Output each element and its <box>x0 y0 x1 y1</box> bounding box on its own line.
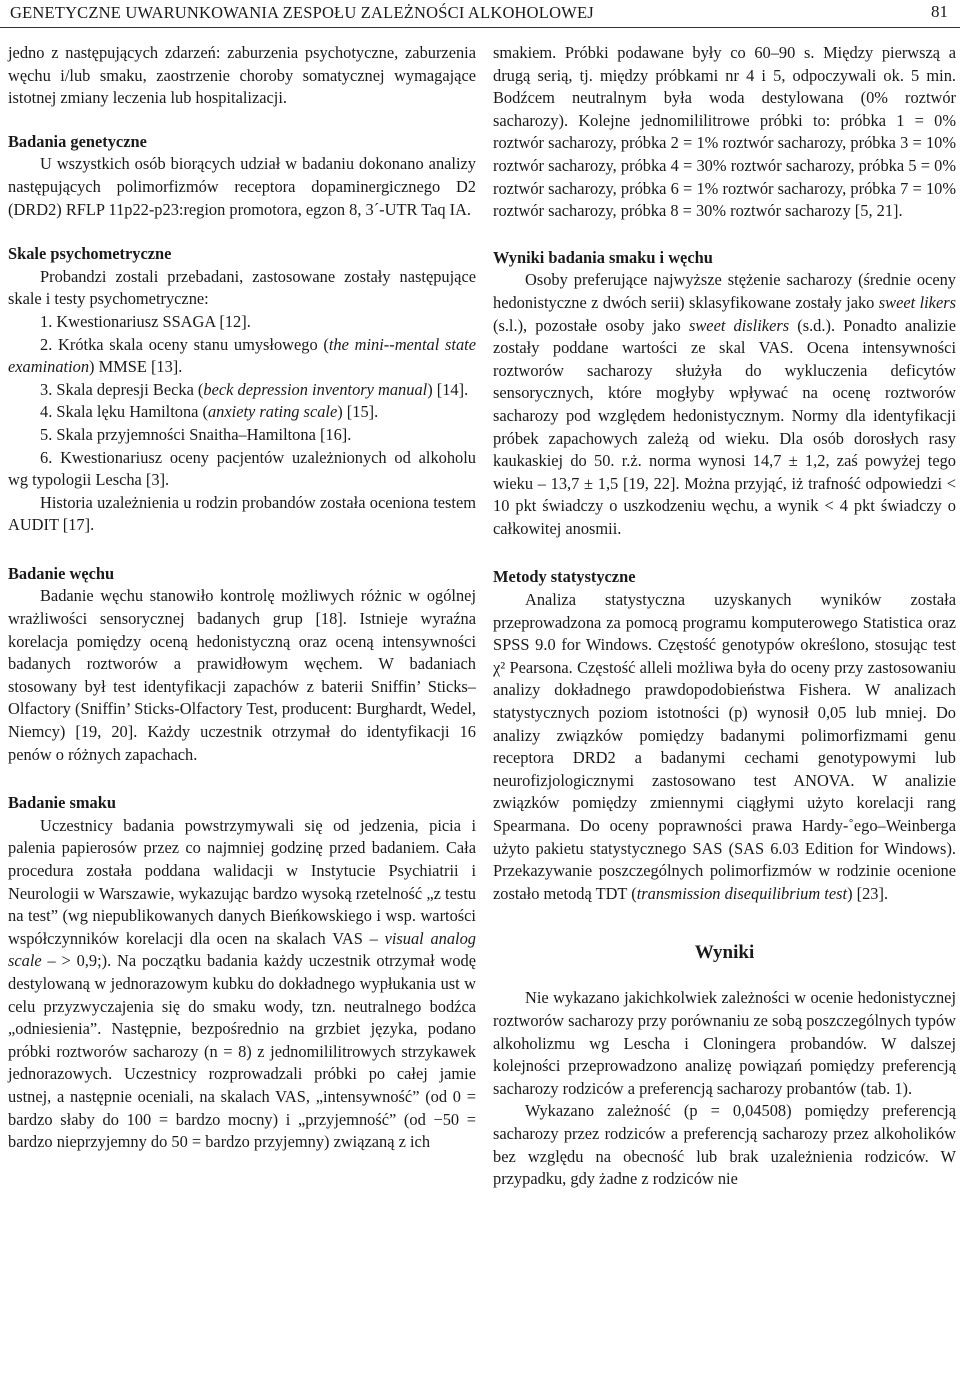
results-paragraph-1: Nie wykazano jakichkolwiek zależności w ocenie hedonistycznej roztworów sacharozy przy porównaniu ze sobą poszczególnych typów alkoholizmu wg Lescha i Cloningera probandów. W dalszej kolejności przeprowadzono analizę powiązań pomiędzy preferencją sacharozy rodziców a preferencją sacharozy probantów (tab. 1). <box>493 988 956 1098</box>
scale-item-6: 6. Kwestionariusz oceny pacjentów uzależnionych od alkoholu wg typologii Lescha [3]. <box>8 447 476 490</box>
right-column <box>493 42 956 1191</box>
heading-taste: Badanie smaku <box>8 793 116 813</box>
audit-paragraph: Historia uzależnienia u rodzin probandów została oceniona testem AUDIT [17]. <box>8 492 476 535</box>
genetic-paragraph: U wszystkich osób biorących udział w badaniu dokonano analizy następujących polimorfizmów receptora dopaminergicznego D2 (DRD2) RFLP 11p22-p23:region promotora, egzon 8, 3´-UTR Taq IA. <box>8 154 476 219</box>
results-paragraph-2: Wykazano zależność (p = 0,04508) pomiędzy preferencją sacharozy przez rodziców a preferencją sacharozy przez alkoholików bez względu na obecność lub brak uzależnienia rodziców. W przypadku, gdy żadne z rodziców nie <box>493 1101 956 1189</box>
page-number: 81 <box>931 2 948 21</box>
heading-results: Wyniki <box>694 942 755 964</box>
smell-paragraph: Badanie węchu stanowiło kontrolę możliwych różnic w ogólnej wrażliwości sensorycznej badanych grup [18]. Istnieje wyraźna korelacja pomiędzy oceną hedonistyczną oraz oceną intensywności badanych roztworów a prawidłowym węchem. W badaniach stosowany był test identyfikacji zapachów z baterii Sniffin’ Sticks–Olfactory (Sniffin’ Sticks-Olfactory Test, producent: Burghardt, Wedel, Niemcy) [19, 20]. Każdy uczestnik otrzymał do identyfikacji 16 penów o różnych zapachach. <box>8 586 476 764</box>
scales-paragraph: Probandzi zostali przebadani, zastosowane zostały następujące skale i testy psychometryczne: <box>8 266 476 309</box>
results-taste-paragraph: Osoby preferujące najwyższe stężenie sacharozy (średnie oceny hedonistyczne z dwóch serii) sklasyfikowane zostały jako sweet likers (s.l.), pozostałe osoby jako sweet dislikers (s.d.). Ponadto analizie zostały poddane wartości ze skal VAS. Ocena intensywności roztworów sacharozy służyła do wykluczenia deficytów sensorycznych, które mogłyby wpływać na ocenę roztworów sacharozy pod względem hedonistycznym. Normy dla identyfikacji próbek zapachowych zależą od wieku. Dla osób dorosłych rasy kaukaskiej do 50. r.ż. norma wynosi 14,7 ± 1,2, zaś powyżej tego wieku – 13,7 ± 1,5 [19, 22]. Można przyjąć, iż trafność odpowiedzi < 10 pkt świadczy o uszkodzeniu węchu, a wynik < 4 pkt świadczy o całkowitej anosmii. <box>493 270 957 538</box>
heading-scales: Skale psychometryczne <box>8 244 172 264</box>
taste-paragraph: Uczestnicy badania powstrzymywali się od jedzenia, picia i palenia papierosów przez co najmniej godzinę przed badaniem. Cała procedura została poddana walidacji w Instytucie Psychiatrii i Neurologii w Warszawie, wykazując bardzo wysoką rzetelność „z testu na test” (wg niepublikowanych danych Bieńkowskiego i wsp. wartości współczynników korelacji dla ocen na skalach VAS – visual analog scale – > 0,9;). Na początku badania każdy uczestnik otrzymał wodę destylowaną w jednorazowym kubku do dokładnego wypłukania ust w celu przyzwyczajenia się do smaku wody, tzn. neutralnego bodźca „odniesienia”. Następnie, bezpośrednio na grzbiet języka, podano próbki roztworów sacharozy (n = 8) z jednomililitrowych strzykawek jednorazowych. Uczestnicy rozprowadzali próbki po całej jamie ustnej, a następnie oceniali, na skalach VAS, „intensywność” (od 0 = bardzo słaby do 100 = bardzo mocny) i „przyjemność” (od −50 = bardzo nieprzyjemny do 50 = bardzo przyjemny) związaną z ich <box>8 815 476 1152</box>
scale-item-4: 4. Skala lęku Hamiltona (anxiety rating scale) [15]. <box>40 402 379 422</box>
heading-smell: Badanie węchu <box>8 563 115 583</box>
taste-continued-paragraph: smakiem. Próbki podawane były co 60–90 s. Między pierwszą a drugą serią, tj. między próbkami nr 4 i 5, odpoczywali ok. 5 min. Bodźcem neutralnym była woda destylowana (0% roztwór sacharozy). Kolejne jednomililitrowe próbki to: próbka 1 = 0% roztwór sacharozy, próbka 2 = 1% roztwór sacharozy, próbka 3 = 10% roztwór sacharozy, próbka 4 = 30% roztwór sacharozy, próbka 5 = 0% roztwór sacharozy, próbka 6 = 1% roztwór sacharozy, próbka 7 = 10% roztwór sacharozy, próbka 8 = 30% roztwór sacharozy [5, 21]. <box>493 43 956 221</box>
running-title: GENETYCZNE UWARUNKOWANIA ZESPOŁU ZALEŻNOŚCI ALKOHOLOWEJ <box>10 3 594 22</box>
running-header <box>0 0 960 28</box>
methods-paragraph: Analiza statystyczna uzyskanych wyników została przeprowadzona za pomocą programu komputerowego Statistica oraz SPSS 9.0 for Windows. Częstość genotypów określono, stosując test χ² Pearsona. Częstość alleli możliwa była do oceny przy zastosowaniu analizy dokładnego prawdopodobieństwa Fishera. W analizach statystycznych poziom istotności (p) wynosił 0,05 lub mniej. Do analizy związków pomiędzy badanymi polimorfizmami genu receptora DRD2 a badanymi cechami genotypowymi lub neurofizjologicznymi zastosowano test ANOVA. W analizie związków pomiędzy zmiennymi ciągłymi użyto korelacji rang Spearmana. Do oceny poprawności prawa Hardy-˚ego–Weinberga użyto pakietu statystycznego SAS (SAS 6.03 Edition for Windows). Przekazywanie poszczególnych polimorfizmów w rodzinie ocenione zostało metodą TDT (transmission disequilibrium test) [23]. <box>493 590 956 903</box>
left-column <box>8 42 476 1154</box>
scale-item-2: 2. Krótka skala oceny stanu umysłowego (the mini--mental state examination) MMSE [13]. <box>8 334 476 377</box>
scale-item-1: 1. Kwestionariusz SSAGA [12]. <box>40 311 251 331</box>
intro-paragraph: jedno z następujących zdarzeń: zaburzenia psychotyczne, zaburzenia węchu i/lub smaku, zaostrzenie choroby somatycznej wymagające istotnej zmiany leczenia lub hospitalizacji. <box>8 43 476 108</box>
heading-genetic: Badania genetyczne <box>8 131 147 151</box>
heading-methods: Metody statystyczne <box>493 567 636 587</box>
scale-item-5: 5. Skala przyjemności Snaitha–Hamiltona [16]. <box>40 424 352 444</box>
heading-results-taste-smell: Wyniki badania smaku i węchu <box>493 247 713 267</box>
scale-item-3: 3. Skala depresji Becka (beck depression inventory manual) [14]. <box>40 379 469 399</box>
